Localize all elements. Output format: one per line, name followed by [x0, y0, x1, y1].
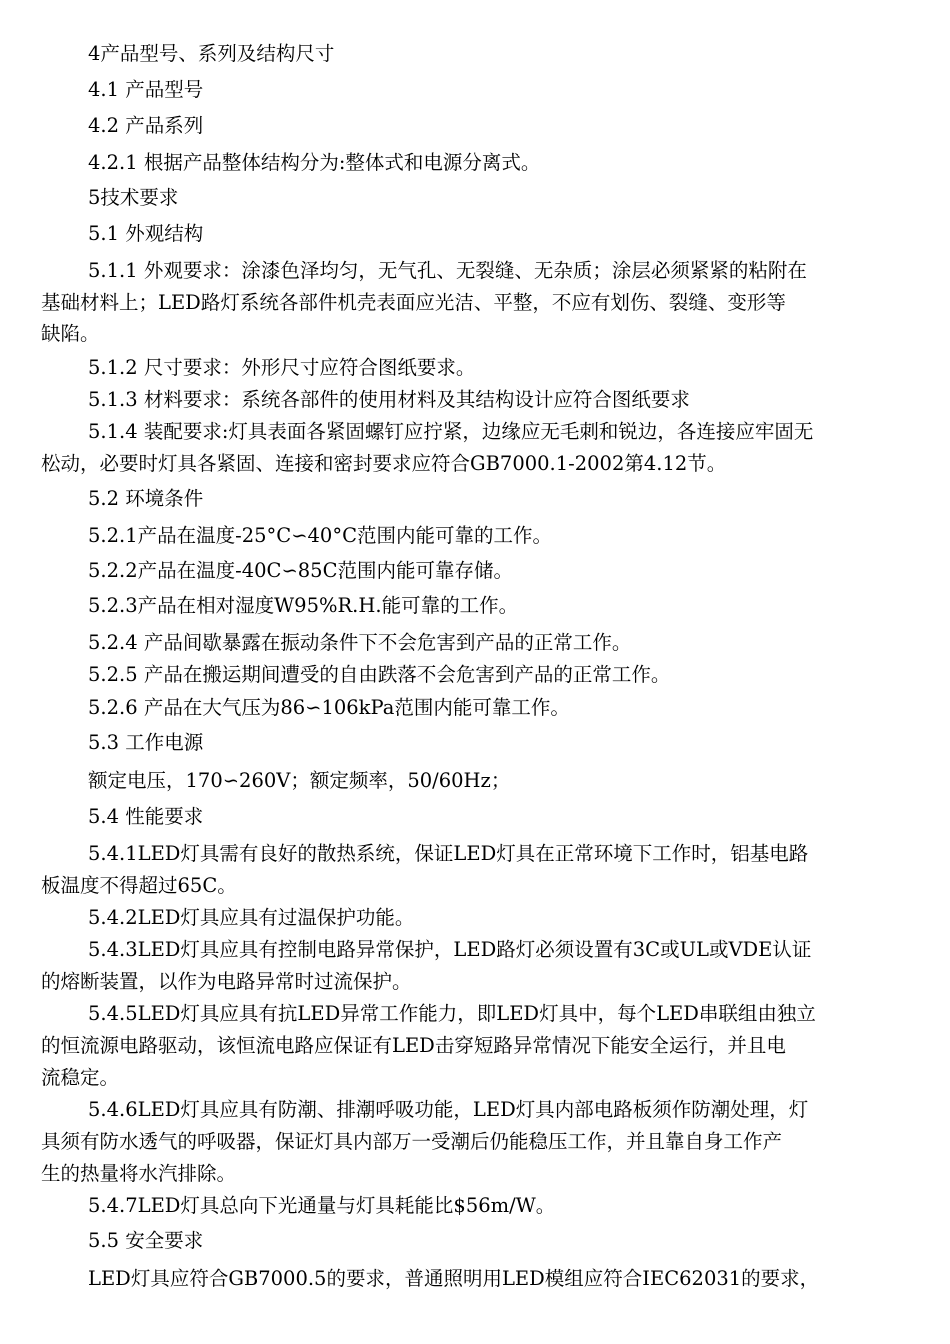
paragraph-5-1-1-cont: 基础材料上；LED路灯系统各部件机壳表面应光洁、平整，不应有划伤、裂缝、变形等 — [41, 291, 786, 314]
heading-4-1: 4.1 产品型号 — [88, 78, 204, 101]
heading-5-3: 5.3 工作电源 — [88, 731, 204, 754]
heading-4: 4产品型号、系列及结构尺寸 — [88, 42, 335, 65]
heading-5-1: 5.1 外观结构 — [88, 222, 204, 245]
paragraph-5-4-3-cont: 的熔断装置，以作为电路异常时过流保护。 — [41, 970, 412, 993]
paragraph-5-1-2: 5.1.2 尺寸要求：外形尺寸应符合图纸要求。 — [88, 356, 476, 379]
paragraph-5-1-4: 5.1.4 装配要求:灯具表面各紧固螺钉应拧紧，边缘应无毛刺和锐边，各连接应牢固无 — [88, 420, 814, 443]
paragraph-5-1-1: 5.1.1 外观要求：涂漆色泽均匀，无气孔、无裂缝、无杂质；涂层必须紧紧的粘附在 — [88, 259, 807, 282]
paragraph-5-4-7: 5.4.7LED灯具总向下光通量与灯具耗能比$56m/W。 — [88, 1194, 556, 1217]
paragraph-5-4-6-cont: 生的热量将水汽排除。 — [41, 1162, 237, 1185]
paragraph-5-4-1-cont: 板温度不得超过65C。 — [41, 874, 237, 897]
paragraph-5-2-3: 5.2.3产品在相对湿度W95%R.H.能可靠的工作。 — [88, 594, 519, 617]
heading-5-2: 5.2 环境条件 — [88, 487, 204, 510]
paragraph-5-1-3: 5.1.3 材料要求：系统各部件的使用材料及其结构设计应符合图纸要求 — [88, 388, 690, 411]
paragraph-5-4-6-cont: 具须有防水透气的呼吸器，保证灯具内部万一受潮后仍能稳压工作，并且靠自身工作产 — [41, 1130, 783, 1153]
paragraph-5-4-3: 5.4.3LED灯具应具有控制电路异常保护，LED路灯必须设置有3C或UL或VDE认证 — [88, 938, 812, 961]
paragraph-5-4-5: 5.4.5LED灯具应具有抗LED异常工作能力，即LED灯具中，每个LED串联组由独立 — [88, 1002, 816, 1025]
paragraph-5-1-1-cont: 缺陷。 — [41, 322, 100, 345]
paragraph-5-2-2: 5.2.2产品在温度-40C∽85C范围内能可靠存储。 — [88, 559, 514, 582]
paragraph-5-2-6: 5.2.6 产品在大气压为86∽106kPa范围内能可靠工作。 — [88, 696, 570, 719]
paragraph-5-4-5-cont: 的恒流源电路驱动，该恒流电路应保证有LED击穿短路异常情况下能安全运行，并且电 — [41, 1034, 786, 1057]
paragraph-5-4-6: 5.4.6LED灯具应具有防潮、排潮呼吸功能，LED灯具内部电路板须作防潮处理，灯 — [88, 1098, 809, 1121]
paragraph-4-2-1: 4.2.1 根据产品整体结构分为:整体式和电源分离式。 — [88, 151, 541, 174]
paragraph-5-5: LED灯具应符合GB7000.5的要求，普通照明用LED模组应符合IEC62031的要求， — [88, 1267, 820, 1290]
heading-5: 5技术要求 — [88, 186, 179, 209]
paragraph-5-2-4: 5.2.4 产品间歇暴露在振动条件下不会危害到产品的正常工作。 — [88, 631, 632, 654]
paragraph-5-2-5: 5.2.5 产品在搬运期间遭受的自由跌落不会危害到产品的正常工作。 — [88, 663, 671, 686]
paragraph-5-3: 额定电压，170∽260V；额定频率，50/60Hz； — [88, 769, 511, 792]
paragraph-5-4-1: 5.4.1LED灯具需有良好的散热系统，保证LED灯具在正常环境下工作时，铝基电路 — [88, 842, 809, 865]
heading-5-4: 5.4 性能要求 — [88, 805, 204, 828]
paragraph-5-4-2: 5.4.2LED灯具应具有过温保护功能。 — [88, 906, 415, 929]
paragraph-5-1-4-cont: 松动，必要时灯具各紧固、连接和密封要求应符合GB7000.1-2002第4.12节。 — [41, 452, 727, 475]
heading-4-2: 4.2 产品系列 — [88, 114, 204, 137]
paragraph-5-4-5-cont: 流稳定。 — [41, 1066, 120, 1089]
paragraph-5-2-1: 5.2.1产品在温度-25°C∽40°C范围内能可靠的工作。 — [88, 524, 553, 547]
heading-5-5: 5.5 安全要求 — [88, 1229, 204, 1252]
